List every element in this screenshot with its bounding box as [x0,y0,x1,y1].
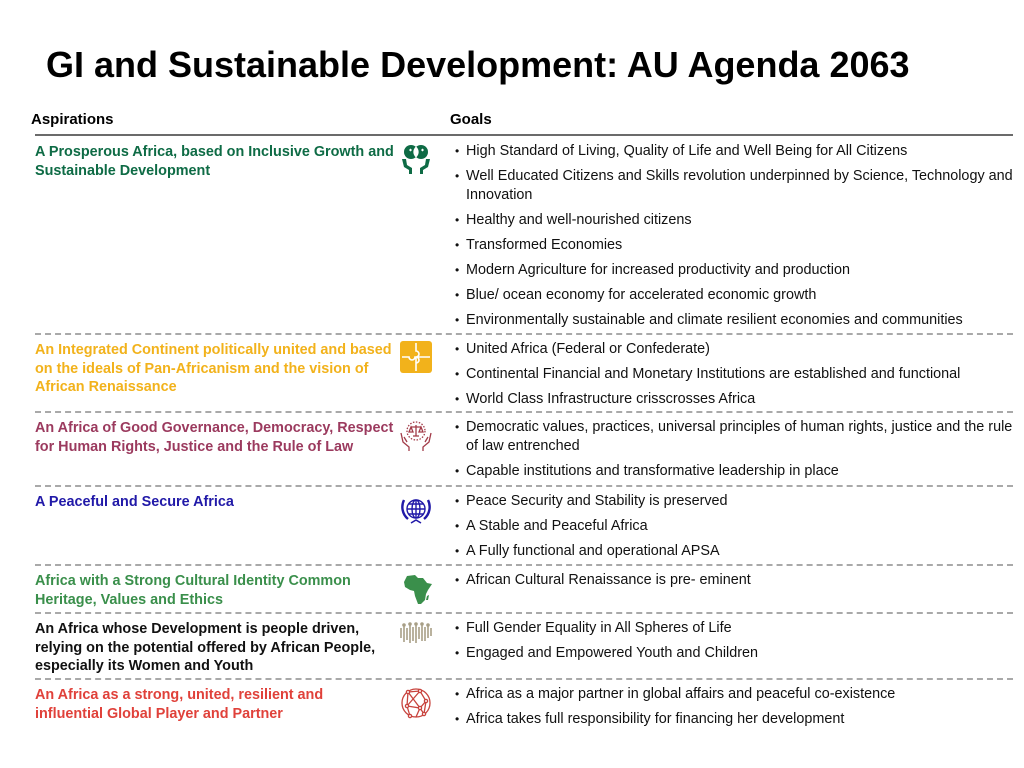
aspiration-text: An Africa of Good Governance, Democracy, Respect for Human Rights, Justice and the Rule of Law [35,420,394,455]
goal-item: • Capable institutions and transformative leadership in place [453,462,1013,481]
goals-list [453,571,1013,596]
aspirations-column-header: Aspirations [31,111,114,128]
goal-item: • Healthy and well-nourished citizens [453,211,1013,230]
goal-item: • Transformed Economies [453,236,1013,255]
aspiration-row-integrated-continent [35,334,1013,410]
goals-list [453,142,1013,336]
aspiration-text: A Prosperous Africa, based on Inclusive Growth and Sustainable Development [35,144,394,179]
goal-item: • Well Educated Citizens and Skills revolution underpinned by Science, Technology and Innovation [453,167,1013,204]
goal-item: • United Africa (Federal or Confederate) [453,340,1013,359]
aspiration-text: An Africa as a strong, united, resilient and influential Global Player and Partner [35,687,324,722]
goals-list [453,340,1013,415]
goal-item: • Environmentally sustainable and climate resilient economies and communities [453,311,1013,330]
network-globe-icon [398,684,434,720]
goal-item: • Peace Security and Stability is preserved [453,492,1013,511]
goal-item: • Full Gender Equality in All Spheres of Life [453,619,1013,638]
globe-laurel-icon [398,491,434,527]
africa-map-icon [398,570,434,606]
hands-holding-globe-icon [398,141,434,177]
crowd-of-people-icon [398,618,434,654]
goals-list [453,492,1013,567]
goal-item: • A Fully functional and operational APSA [453,542,1013,561]
puzzle-icon [398,339,434,375]
aspiration-text: A Peaceful and Secure Africa [35,494,234,510]
aspiration-row-peaceful-secure [35,486,1013,564]
goal-item: • Modern Agriculture for increased productivity and production [453,261,1013,280]
hands-scales-of-justice-icon [398,417,434,453]
goal-item: • Blue/ ocean economy for accelerated economic growth [453,286,1013,305]
goal-item: • World Class Infrastructure crisscrosses Africa [453,390,1013,409]
aspiration-text: An Integrated Continent politically united and based on the ideals of Pan-Africanism and the vision of African Renaissance [35,342,392,395]
goal-item: • A Stable and Peaceful Africa [453,517,1013,536]
aspiration-row-global-player [35,679,1013,739]
goal-item: • Continental Financial and Monetary Institutions are established and functional [453,365,1013,384]
goals-list [453,418,1013,487]
goal-item: • Africa takes full responsibility for financing her development [453,710,1013,729]
goals-column-header: Goals [450,111,492,128]
aspiration-row-prosperous-africa [35,136,1013,332]
aspiration-row-people-driven [35,613,1013,678]
goal-item: • Africa as a major partner in global affairs and peaceful co-existence [453,685,1013,704]
aspiration-text: Africa with a Strong Cultural Identity Common Heritage, Values and Ethics [35,573,351,608]
goal-item: • Engaged and Empowered Youth and Children [453,644,1013,663]
goal-item: • Democratic values, practices, universal principles of human rights, justice and the rule of law entrenched [453,418,1013,455]
aspiration-row-good-governance [35,412,1013,485]
goal-item: • African Cultural Renaissance is pre- eminent [453,571,1013,590]
page-title: GI and Sustainable Development: AU Agenda 2063 [46,44,910,85]
aspiration-text: An Africa whose Development is people driven, relying on the potential offered by African People, especially its Women and Youth [35,621,376,674]
aspiration-row-cultural-identity [35,565,1013,612]
goal-item: • High Standard of Living, Quality of Life and Well Being for All Citizens [453,142,1013,161]
goals-list [453,685,1013,735]
goals-list [453,619,1013,669]
